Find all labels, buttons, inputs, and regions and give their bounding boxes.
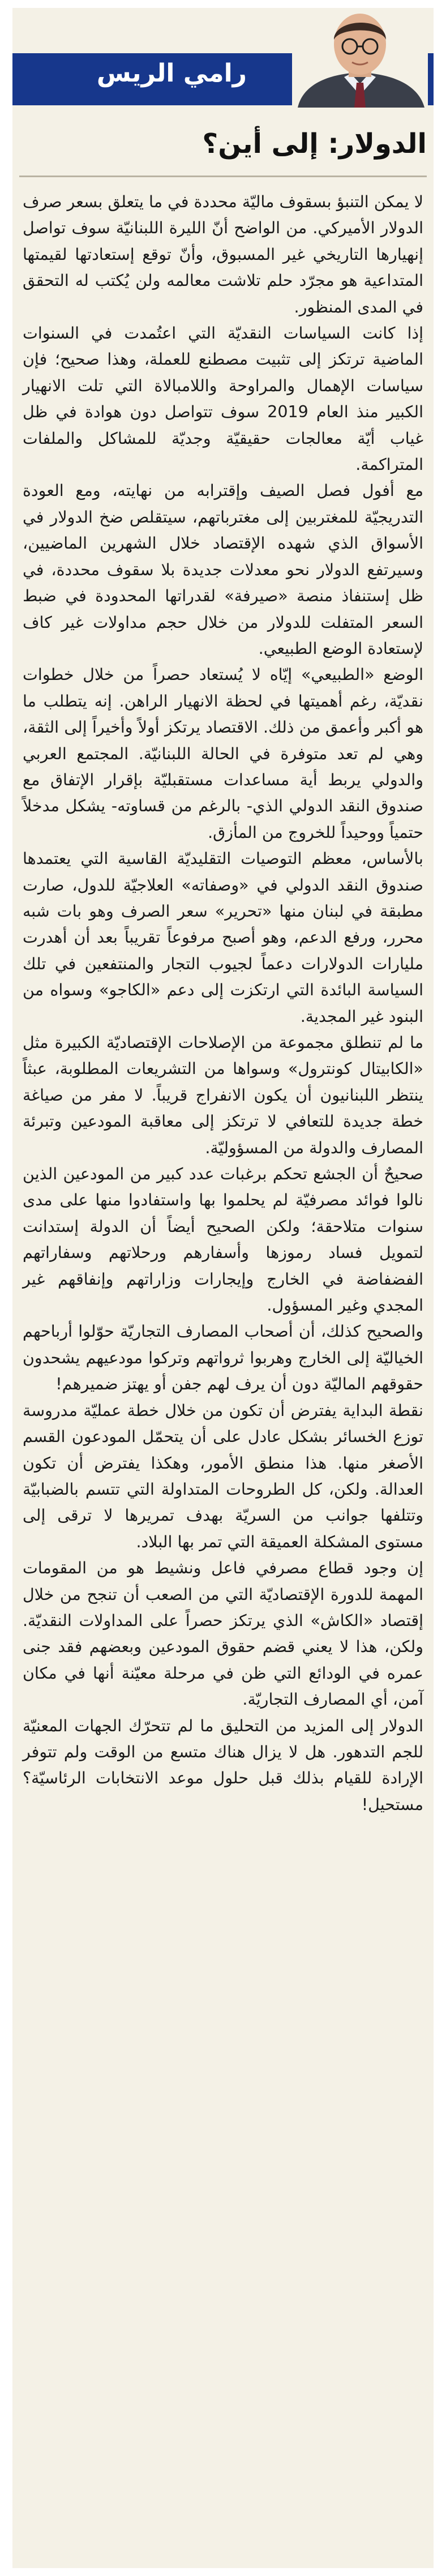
column-header xyxy=(12,8,434,113)
article-paragraph: والصحيح كذلك، أن أصحاب المصارف التجاريّة حوّلوا أرباحهم الخياليّة إلى الخارج وهربوا ثرواتهم وتركوا مودعيهم يشحدون حقوقهم الماليّة دون أن يرف لهم جفن أو يهتز ضميرهم! xyxy=(23,1322,423,1394)
article-paragraph: نقطة البداية يفترض أن تكون من خلال خطة عمليّة مدروسة توزع الخسائر بشكل عادل على أن يتحمّل المودعون القسم الأصغر منها. هذا منطق الأمور، وهكذا يفترض أن تكون العدالة. ولكن، كل الطروحات المتداولة التي تتسم بالضبابيّة وتتلفها جوانب من السريّة بهدف تمريرها لا ترقى إلى مستوى المشكلة العميقة التي تمر بها البلاد. xyxy=(23,1401,423,1551)
author-portrait xyxy=(292,10,428,108)
article-paragraph: إن وجود قطاع مصرفي فاعل ونشيط هو من المقومات المهمة للدورة الإقتصاديّة التي من الصعب أن تنجح من خلال إقتصاد «الكاش» الذي يرتكز حصراً على المداولات النقديّة. ولكن، هذا لا يعني قضم حقوق المودعين وبعضهم فقد جنى عمره في الودائع التي ظن في مرحلة معيّنة أنها في مكان آمن، أي المصارف التجاريّة. xyxy=(23,1559,423,1709)
article-paragraph: الدولار إلى المزيد من التحليق ما لم تتحرّك الجهات المعنيّة للجم التدهور. هل لا يزال هناك متسع من الوقت ولم تتوفر الإرادة للقيام بذلك قبل حلول موعد الانتخابات الرئاسيّة؟ مستحيل! xyxy=(23,1716,423,1814)
article-paragraph: مع أفول فصل الصيف وإقترابه من نهايته، ومع العودة التدريجيّة للمغتربين إلى مغترباتهم، سيتقلص ضخ الدولار في الأسواق الذي شهده الإقتصاد خلال الشهرين الماضيين، وسيرتفع الدولار نحو معدلات جديدة بلا سقوف محددة، في ظل إستنفاذ منصة «صيرفة» لقدراتها المحدودة في ضبط السعر المتفلت للدولار من خلال حجم مداولات غير كاف لإستعادة الوضع الطبيعي. xyxy=(23,481,423,658)
article-paragraph: الوضع «الطبيعي» إيّاه لا يُستعاد حصراً من خلال خطوات نقديّة، رغم أهميتها في لحظة الانهيار الراهن. إنه يتطلب ما هو أكبر وأعمق من ذلك. الاقتصاد يرتكز أولاً وأخيراً إلى الثقة، وهي لم تعد متوفرة في الحالة اللبنانيّة. المجتمع العربي والدولي يربط أية مساعدات مستقبليّة بإقرار الإتفاق مع صندوق النقد الدولي الذي- بالرغم من قساوته- يشكل مدخلاً حتمياً ووحيداً للخروج من المأزق. xyxy=(23,665,423,842)
article-paragraph: صحيحٌ أن الجشع تحكم برغبات عدد كبير من المودعين الذين نالوا فوائد مصرفيّة لم يحلموا بها واستفادوا منها على مدى سنوات متلاحقة؛ ولكن الصحيح أيضاً أن الدولة إستدانت لتمويل فساد رموزها وأسفارهم ورحلاتهم وسفاراتهم الفضفاضة في الخارج وإيجارات وزاراتهم وإنفاقهم غير المجدي وغير المسؤول. xyxy=(23,1165,423,1315)
author-name: رامي الريس xyxy=(96,59,247,88)
article-paragraph: لا يمكن التنبؤ بسقوف ماليّة محددة في ما يتعلق بسعر صرف الدولار الأميركي. من الواضح أنّ الليرة اللبنانيّة سوف تواصل إنهيارها التاريخي غير المسبوق، وأنّ توقع إستعادتها لقيمتها المتداعية هو مجرّد حلم تلاشت معالمه ولن يُكتب له التحقق في المدى المنظور. xyxy=(23,192,423,316)
article-paragraph: ما لم تنطلق مجموعة من الإصلاحات الإقتصاديّة الكبيرة مثل «الكابيتال كونترول» وسواها من التشريعات المطلوبة، عبثاً ينتظر اللبنانيون أن يكون الانفراج قريباً. لا مفر من صياغة خطة جديدة للتعافي لا ترتكز إلى معاقبة المودعين وتبرئة المصارف والدولة من المسؤوليّة. xyxy=(23,1033,423,1157)
title-divider xyxy=(19,176,427,177)
article-title: الدولار: إلى أين؟ xyxy=(202,128,427,160)
article-paragraph: إذا كانت السياسات النقديّة التي اعتُمدت في السنوات الماضية ترتكز إلى تثبيت مصطنع للعملة، وهذا صحيح؛ فإن سياسات الإهمال والمراوحة واللامبالاة التي تلت الانهيار الكبير منذ العام 2019 سوف تتواصل دون هوادة في ظل غياب أيّة معالجات حقيقيّة وجديّة للمشاكل والملفات المتراكمة. xyxy=(23,324,423,474)
article-paragraph: بالأساس، معظم التوصيات التقليديّة القاسية التي يعتمدها صندوق النقد الدولي في «وصفاته» العلاجيّة للدول، صارت مطبقة في لبنان منها «تحرير» سعر الصرف وهو بات شبه محرر، ورفع الدعم، وهو أصبح مرفوعاً تقريباً بعد أن أهدرت مليارات الدولارات دعماً لجيوب التجار والمنتفعين في تلك السياسة البائدة التي ارتكزت إلى دعم «الكاجو» وسواه من البنود غير المجدية. xyxy=(23,849,423,1026)
newspaper-column xyxy=(12,8,434,2568)
article-body xyxy=(23,189,423,1818)
